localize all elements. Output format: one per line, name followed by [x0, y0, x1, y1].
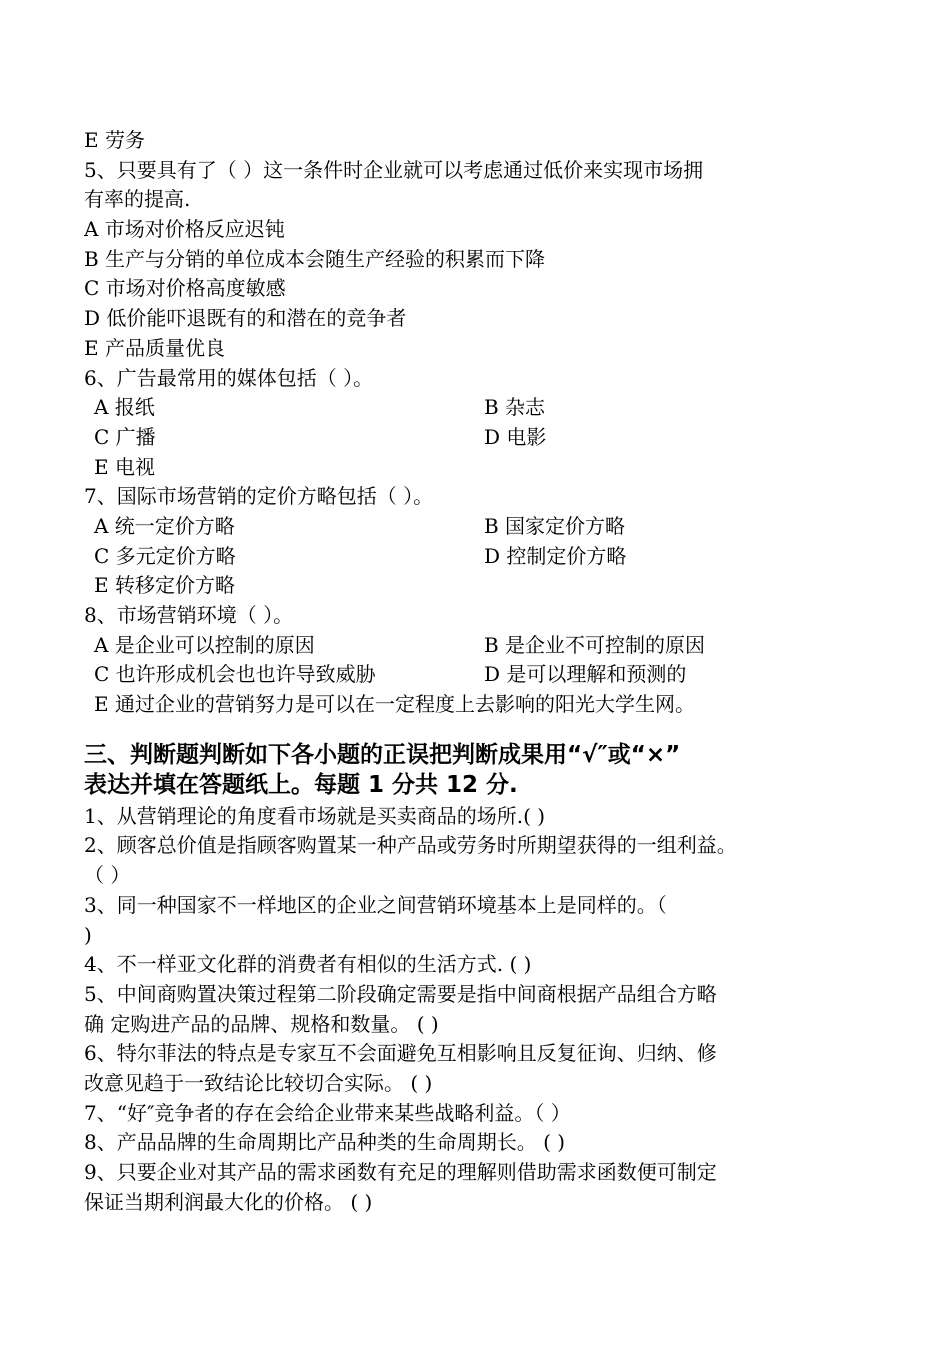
- q7-option-d: D 控制定价方略: [484, 543, 627, 568]
- q7-options-row-1: [84, 512, 844, 542]
- q6-option-c: C 广播: [94, 424, 156, 449]
- tf-line: 9、只要企业对其产品的需求函数有充足的理解则借助需求函数便可制定: [84, 1160, 717, 1184]
- exam-page: [84, 126, 844, 1217]
- question-7: [84, 482, 844, 601]
- q6-stem: 6、广告最常用的媒体包括（ ）。: [84, 365, 374, 390]
- q8-stem: 8、市场营销环境（ ）。: [84, 603, 294, 627]
- q7-option-e: E 转移定价方略: [94, 573, 235, 598]
- q5-stem-line-1: 5、只要具有了（ ）这一条件时企业就可以考虑通过低价来实现市场拥: [84, 157, 704, 182]
- q8-options-row-1: [84, 631, 844, 661]
- tf-line: 改意见趋于一致结论比较切合实际。 ( ): [84, 1070, 433, 1095]
- question-8: [84, 601, 844, 720]
- q7-option-b: B 国家定价方略: [484, 513, 626, 538]
- q4-option-e: E 劳务: [84, 128, 145, 152]
- q8-option-b: B 是企业不可控制的原因: [484, 632, 706, 657]
- q8-option-e: E 通过企业的营销努力是可以在一定程度上去影响的阳光大学生网。: [94, 692, 695, 717]
- section-title-line-2: 表达并填在答题纸上。每题 1 分共 12 分.: [84, 771, 518, 798]
- q5-option-a: A 市场对价格反应迟钝: [84, 217, 285, 242]
- tf-line: 2、顾客总价值是指顾客购置某一种产品或劳务时所期望获得的一组利益。: [84, 833, 737, 858]
- q8-option-a: A 是企业可以控制的原因: [94, 632, 315, 657]
- question-5: [84, 156, 844, 364]
- tf-line: ): [84, 922, 92, 947]
- q7-option-a: A 统一定价方略: [94, 513, 235, 538]
- tf-line: 5、中间商购置决策过程第二阶段确定需要是指中间商根据产品组合方略: [84, 981, 717, 1006]
- q5-option-b: B 生产与分销的单位成本会随生产经验的积累而下降: [84, 246, 546, 271]
- q7-stem: 7、国际市场营销的定价方略包括（ ）。: [84, 484, 434, 509]
- tf-line: 8、产品品牌的生命周期比产品种类的生命周期长。 ( ): [84, 1130, 566, 1155]
- q6-options-row-1: [84, 393, 844, 423]
- tf-line: 确 定购进产品的品牌、规格和数量。 ( ): [84, 1011, 439, 1036]
- section-title-true-false: [84, 740, 844, 800]
- q6-options-row-2: [84, 423, 844, 453]
- tf-line: 保证当期利润最大化的价格。 ( ): [84, 1189, 373, 1214]
- q5-option-d: D 低价能吓退既有的和潜在的竞争者: [84, 306, 407, 331]
- q5-option-c: C 市场对价格高度敏感: [84, 276, 286, 301]
- tf-line: 6、特尔菲法的特点是专家互不会面避免互相影响且反复征询、归纳、修: [84, 1041, 717, 1066]
- q6-option-e: E 电视: [94, 454, 155, 479]
- q6-option-b: B 杂志: [484, 395, 546, 420]
- question-6: [84, 364, 844, 483]
- q6-option-a: A 报纸: [94, 395, 155, 420]
- tf-line: 7、“好″竞争者的存在会给企业带来某些战略利益。（ ）: [84, 1100, 571, 1125]
- tf-line: 3、同一种国家不一样地区的企业之间营销环境基本上是同样的。（: [84, 892, 667, 917]
- section-title-line-1: 三、判断题判断如下各小题的正误把判断成果用“√″或“×”: [84, 741, 681, 768]
- q6-option-d: D 电影: [484, 424, 547, 449]
- q5-stem-line-2: 有率的提高.: [84, 187, 191, 212]
- q5-option-e: E 产品质量优良: [84, 335, 225, 360]
- q8-option-c: C 也许形成机会也也许导致威胁: [94, 662, 376, 687]
- q8-options-row-2: [84, 660, 844, 690]
- true-false-list: [84, 802, 844, 1218]
- tf-line: 1、从营销理论的角度看市场就是买卖商品的场所.( ): [84, 803, 546, 828]
- q8-option-d: D 是可以理解和预测的: [484, 662, 687, 687]
- tf-line: 4、不一样亚文化群的消费者有相似的生活方式. ( ): [84, 952, 532, 977]
- q7-option-c: C 多元定价方略: [94, 543, 236, 568]
- tf-line: （ ）: [84, 863, 131, 888]
- q7-options-row-2: [84, 542, 844, 572]
